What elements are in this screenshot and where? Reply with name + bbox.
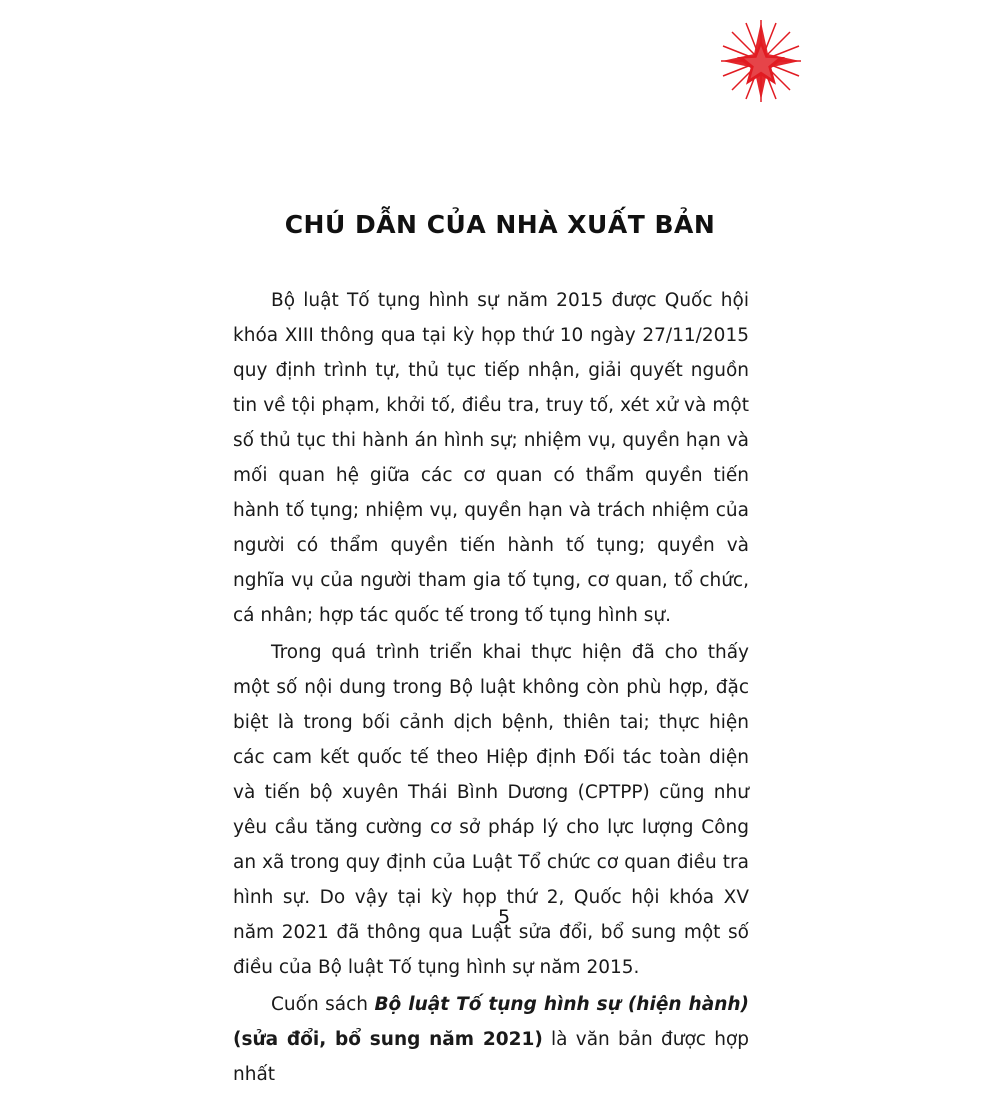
paragraph-1: Bộ luật Tố tụng hình sự năm 2015 được Quốc hội khóa XIII thông qua tại kỳ họp thứ 10 ngày 27/11/2015 quy định trình tự, thủ tục tiếp nhận, giải quyết nguồn tin về tội phạm, khởi tố, điều tra, truy tố, xét xử và một số thủ tục thi hành án hình sự; nhiệm vụ, quyền hạn và mối quan hệ giữa các cơ quan có thẩm quyền tiến hành tố tụng; nhiệm vụ, quyền hạn và trách nhiệm của người có thẩm quyền tiến hành tố tụng; quyền và nghĩa vụ của người tham gia tố tụng, cơ quan, tổ chức, cá nhân; hợp tác quốc tế trong tố tụng hình sự. [233, 290, 749, 626]
paragraph-3-tail: là văn bản được hợp nhất [233, 1029, 749, 1085]
book-title-amendment: (sửa đổi, bổ sung năm 2021) [233, 1029, 543, 1050]
page-number [0, 906, 1000, 928]
red-star-burst-emblem [718, 18, 804, 104]
paragraph-2: Trong quá trình triển khai thực hiện đã cho thấy một số nội dung trong Bộ luật không còn phù hợp, đặc biệt là trong bối cảnh dịch bệnh, thiên tai; thực hiện các cam kết quốc tế theo Hiệp định Đối tác toàn diện và tiến bộ xuyên Thái Bình Dương (CPTPP) cũng như yêu cầu tăng cường cơ sở pháp lý cho lực lượng Công an xã trong quy định của Luật Tổ chức cơ quan điều tra hình sự. Do vậy tại kỳ họp thứ 2, Quốc hội khóa XV năm 2021 đã thông qua Luật sửa đổi, bổ sung một số điều của Bộ luật Tố tụng hình sự năm 2015. [233, 642, 749, 978]
page-number-value: 5 [497, 906, 511, 928]
paragraph-3-lead: Cuốn sách [271, 994, 375, 1015]
book-title-italic: Bộ luật Tố tụng hình sự (hiện hành) [374, 994, 749, 1015]
body-text-column [233, 283, 749, 1094]
paragraph-3 [233, 987, 749, 1092]
page-title: CHÚ DẪN CỦA NHÀ XUẤT BẢN [284, 209, 716, 239]
